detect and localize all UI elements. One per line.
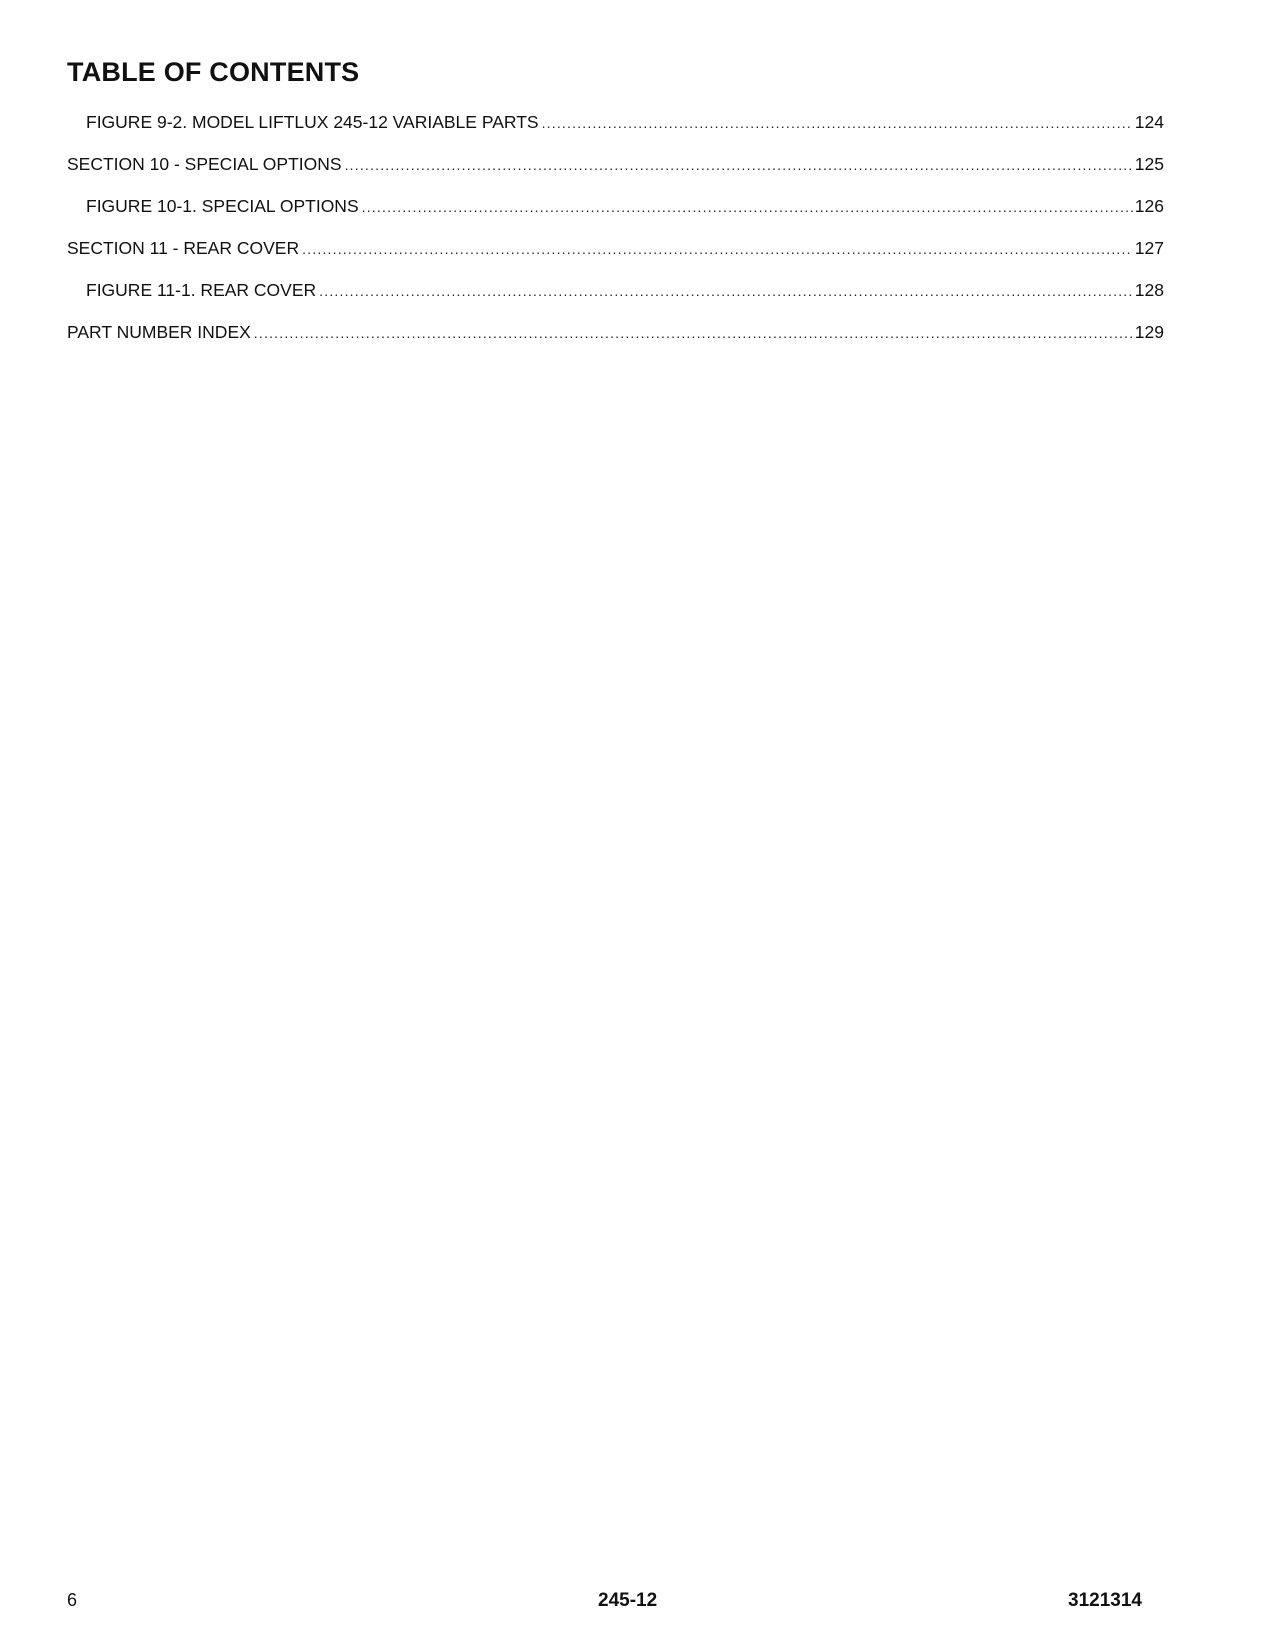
table-of-contents: [67, 111, 1164, 363]
footer-page-number: 6: [67, 1590, 78, 1610]
toc-entry-page: 124: [1134, 112, 1164, 132]
dot-leader: [254, 322, 1133, 344]
toc-entry-label: FIGURE 10-1. SPECIAL OPTIONS: [86, 196, 359, 216]
dot-leader: [542, 112, 1133, 134]
toc-entry-label: PART NUMBER INDEX: [67, 322, 251, 342]
dot-leader: [319, 280, 1133, 302]
dot-leader: [302, 238, 1133, 260]
footer-model: 245-12: [598, 1590, 658, 1611]
page-title: TABLE OF CONTENTS: [67, 57, 360, 87]
dot-leader: [345, 154, 1133, 176]
toc-entry-label: SECTION 10 - SPECIAL OPTIONS: [67, 154, 342, 174]
toc-entry-page: 126: [1134, 196, 1164, 216]
toc-entry-page: 127: [1134, 238, 1164, 258]
toc-entry-page: 125: [1134, 154, 1164, 174]
toc-entry-section-11[interactable]: [67, 237, 1164, 279]
dot-leader: [362, 196, 1133, 218]
toc-entry-page: 128: [1134, 280, 1164, 300]
footer-document-number: 3121314: [1068, 1590, 1142, 1611]
toc-entry-label: SECTION 11 - REAR COVER: [67, 238, 300, 258]
toc-entry-figure-11-1[interactable]: [67, 279, 1164, 321]
toc-entry-figure-9-2[interactable]: [67, 111, 1164, 153]
toc-entry-part-number-index[interactable]: [67, 321, 1164, 363]
toc-entry-label: FIGURE 9-2. MODEL LIFTLUX 245-12 VARIABLE PARTS: [86, 112, 539, 132]
toc-entry-section-10[interactable]: [67, 153, 1164, 195]
toc-entry-label: FIGURE 11-1. REAR COVER: [86, 280, 317, 300]
toc-entry-figure-10-1[interactable]: [67, 195, 1164, 237]
toc-entry-page: 129: [1134, 322, 1164, 342]
